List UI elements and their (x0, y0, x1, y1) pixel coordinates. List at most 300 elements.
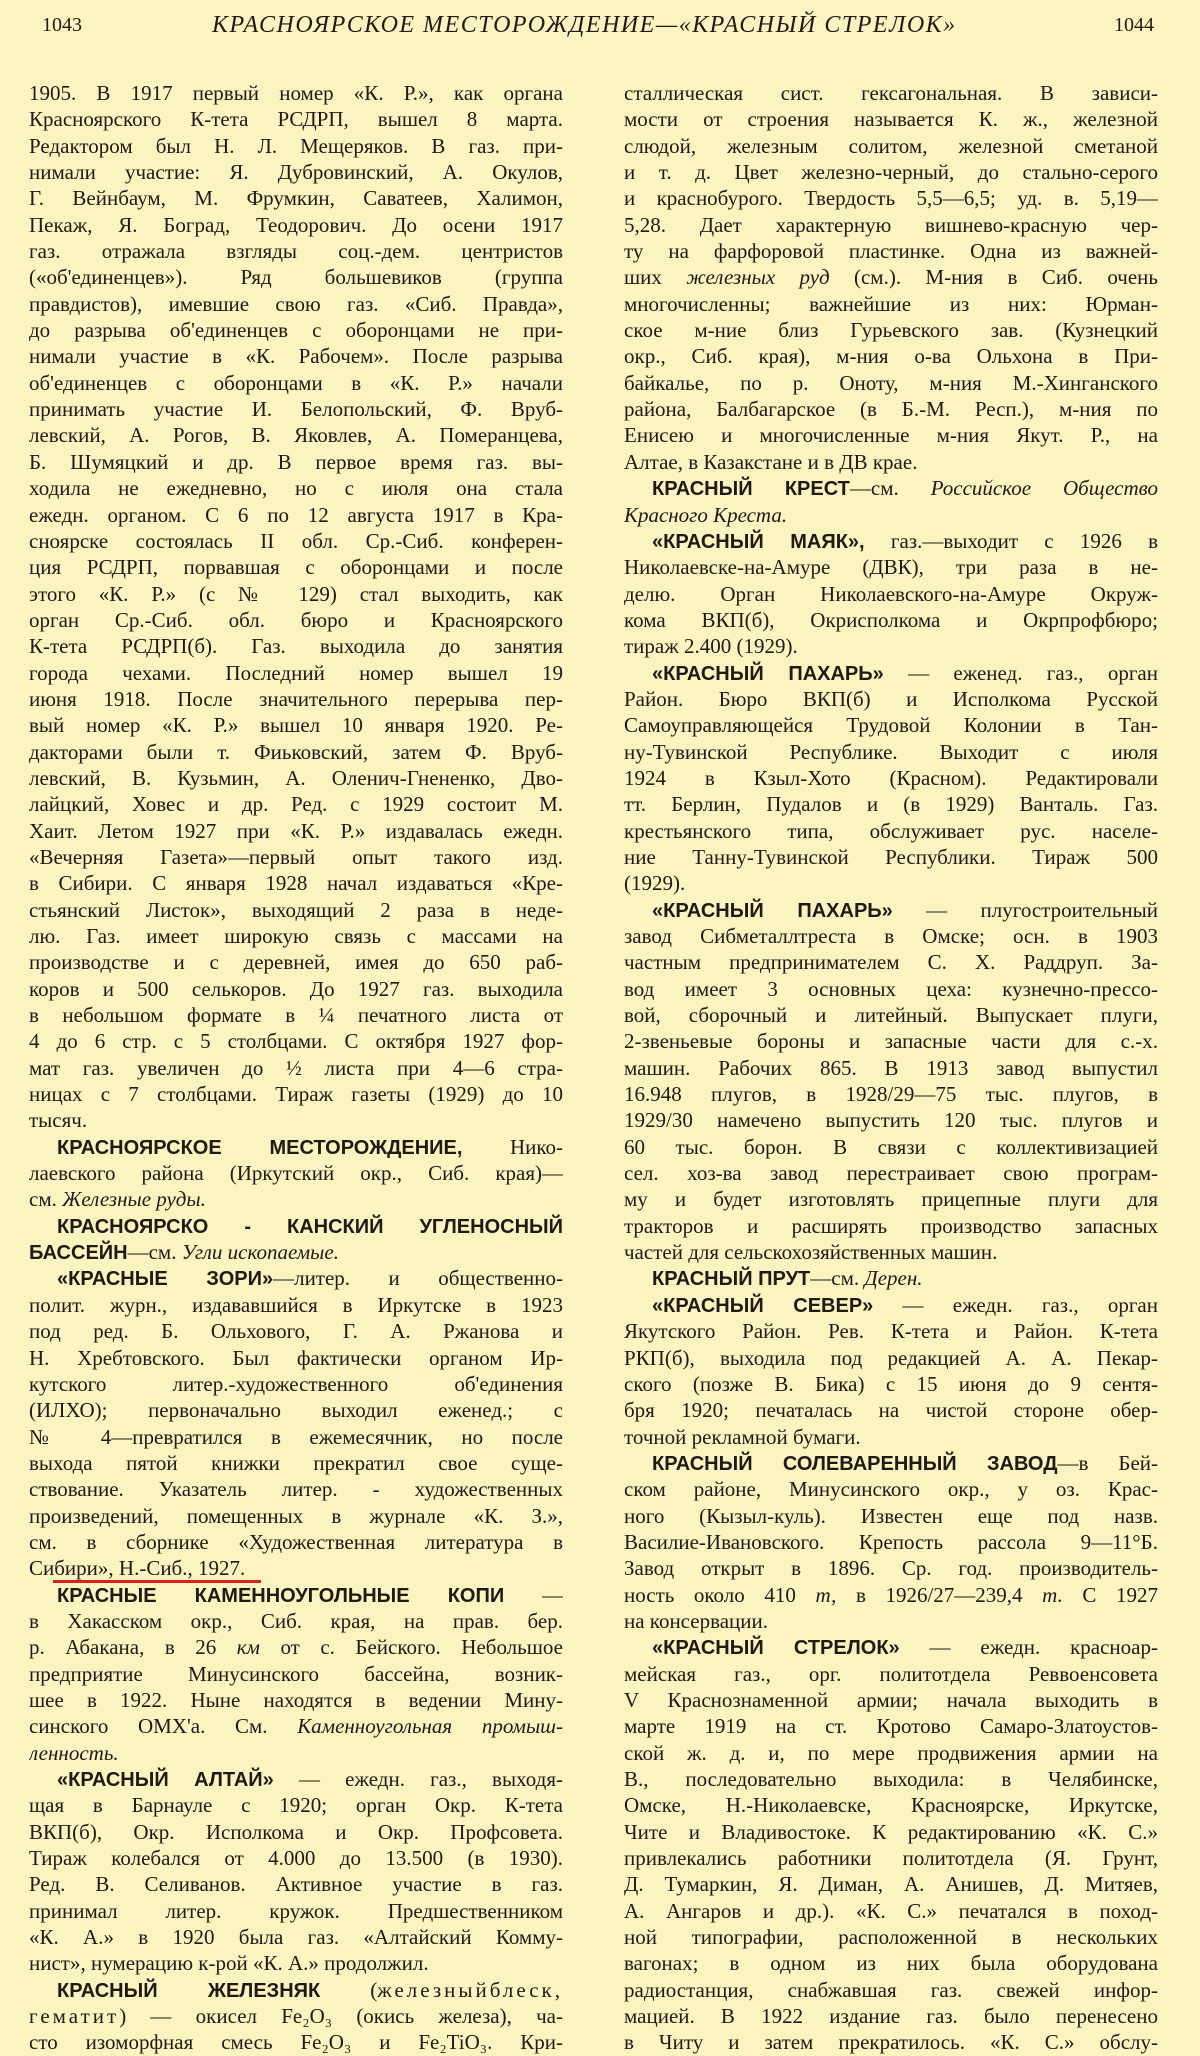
text-line (29, 897, 563, 923)
cross-reference: железных руд (686, 265, 830, 290)
text-run: мости от строения называется К. ж., железной (624, 107, 1158, 132)
text-run: тт. Берлин, Пудалов и (в 1929) Ванталь. Газ. (624, 792, 1158, 817)
page-number-left: 1043 (42, 14, 82, 36)
text-run: в Сибири. С января 1928 начал издаваться «Кре- (29, 871, 563, 896)
text-line (624, 370, 1158, 396)
text-run: сто изоморфная смесь Fe₂O₃ и Fe₂TiO₃. Кри- (29, 2030, 563, 2055)
text-run: р. Абакана, в 26 (29, 1635, 237, 1660)
text-line (624, 1081, 1158, 1107)
text-line (29, 422, 563, 448)
text-run: Омске, Н.-Николаевске, Красноярске, Иркутске, (624, 1793, 1158, 1818)
text-run: принимать участие И. Белопольский, Ф. Вруб- (29, 397, 563, 422)
text-run: Енисею и многочисленные м-ния Якут. Р., на (624, 423, 1158, 448)
text-line (29, 1345, 563, 1371)
text-line (624, 475, 1158, 501)
text-line (624, 343, 1158, 369)
text-line (624, 607, 1158, 633)
text-line (29, 1424, 563, 1450)
text-run: («об'единенцев»). Ряд большевиков (группа (29, 265, 563, 290)
text-line (624, 2003, 1158, 2029)
text-run: точной рекламной бумаги. (624, 1424, 861, 1449)
text-line (624, 1740, 1158, 1766)
text-line (624, 1661, 1158, 1687)
text-run: в Хакасском окр., Сиб. края, на прав. бер. (29, 1608, 563, 1633)
text-run: А. Ангаров и др.). «К. С.» печатался в поход- (624, 1898, 1158, 1923)
text-run: мацией. В 1922 издание газ. было перенесено (624, 2004, 1158, 2029)
text-run: сел. хоз-ва завод перестраивает свою програм- (624, 1161, 1158, 1186)
cross-reference: Российское Общество (930, 476, 1158, 501)
text-run: В., последовательно выходила: в Челябинске, (624, 1767, 1158, 1791)
text-run: Якутского Район. Рев. К-тета и Район. К-тета (624, 1319, 1158, 1344)
text-line (624, 1318, 1158, 1344)
text-run: Самоуправляющейся Трудовой Колонии в Тан- (624, 713, 1158, 738)
text-run: нимали участие в «К. Рабочем». После разрыва (29, 344, 563, 369)
text-run: от с. Бейского. Небольшое (259, 1635, 563, 1660)
text-line (624, 80, 1158, 106)
text-run: дакторами были т. Фиьковский, затем Ф. Вруб- (29, 739, 563, 764)
text-run: ших (624, 265, 687, 290)
text-run: левский, А. Рогов, В. Яковлев, А. Померанцева, (29, 423, 563, 448)
text-run: машин. Рабочих 865. В 1913 завод выпустил (624, 1055, 1158, 1080)
text-run: выхода пятой книжки прекратил свое суще- (29, 1450, 563, 1475)
text-run: этого «К. Р.» (с № 129) стал выходить, как (29, 581, 563, 606)
text-line (29, 712, 563, 738)
text-line (624, 396, 1158, 422)
text-line (624, 1582, 1158, 1608)
text-run: V Краснознаменной армии; начала выходить в (624, 1687, 1158, 1712)
red-underline-mark (53, 1580, 261, 1583)
text-line (624, 949, 1158, 975)
text-run: нист», нумерацию к-рой «К. А.» продолжил. (29, 1951, 429, 1976)
text-run: (1929). (624, 871, 686, 896)
text-line (29, 1002, 563, 1028)
text-line (29, 1476, 563, 1502)
text-run: Н. Хребтовского. Был фактически органом Ир- (29, 1345, 563, 1370)
text-line (29, 1608, 563, 1634)
text-line (624, 581, 1158, 607)
text-line (29, 106, 563, 132)
text-run: ние Танну-Тувинской Республики. Тираж 500 (624, 844, 1158, 869)
text-line (29, 185, 563, 211)
text-line (624, 1819, 1158, 1845)
text-line (29, 1213, 563, 1239)
text-run: сталлическая сист. гексагональная. В зависи- (624, 81, 1158, 105)
text-run: железныйблеск, (377, 1977, 563, 2002)
text-line (624, 502, 1158, 528)
text-run: (см.). М-ния в Сиб. очень (829, 265, 1158, 290)
text-run: в Читу и затем прекратилось. «К. С.» обслу- (624, 2030, 1158, 2055)
text-line (29, 1265, 563, 1291)
text-run: радиостанция, снабжавшая газ. свежей инфор- (624, 1977, 1158, 2002)
text-run: ту на фарфоровой пластинке. Одна из важней- (624, 239, 1158, 264)
text-run: ( (320, 1977, 378, 2002)
text-run: принимал литер. кружок. Предшественником (29, 1898, 563, 1923)
text-run: частей для сельскохозяйственных машин. (624, 1240, 998, 1265)
page-number-right: 1044 (1114, 14, 1154, 36)
text-run: Б. Шумяцкий и др. В первое время газ. вы- (29, 449, 563, 474)
text-line (624, 1766, 1158, 1792)
text-line (624, 976, 1158, 1002)
text-run: Редактором был Н. Л. Мещеряков. В газ. при- (29, 133, 563, 158)
text-line (29, 2029, 563, 2055)
text-line (624, 1397, 1158, 1423)
text-line (624, 765, 1158, 791)
text-line (29, 554, 563, 580)
text-line (624, 1002, 1158, 1028)
text-run: — ежедн. газ., орган (873, 1292, 1158, 1317)
text-line (624, 1186, 1158, 1212)
text-line (29, 818, 563, 844)
text-run: окр., Сиб. края), м-ния о-ва Ольхона в При- (624, 344, 1158, 369)
text-line (624, 844, 1158, 870)
text-run: предприятие Минусинского бассейна, возник- (29, 1661, 563, 1686)
text-run: «Вечерняя Газета»—первый опыт такого изд. (29, 844, 563, 869)
text-run: — плугостроительный (892, 897, 1158, 922)
text-line (624, 1687, 1158, 1713)
text-line (29, 660, 563, 686)
text-line (624, 897, 1158, 923)
text-run: в небольшом формате в ¼ печатного листа от (29, 1003, 563, 1028)
text-run: Хаит. Летом 1927 при «К. Р.» издавалась ежедн. (29, 818, 563, 843)
text-run: нимали участие: Я. Дубровинский, А. Окулов, (29, 160, 563, 185)
text-run: см. (29, 1187, 63, 1212)
text-run: —литер. и общественно- (273, 1266, 563, 1291)
text-run: 5,28. Дает характерную вишнево-красную чер- (624, 212, 1158, 237)
text-line (29, 1924, 563, 1950)
text-run: вый номер «К. Р.» вышел 10 января 1920. Ре- (29, 713, 563, 738)
text-run: лаевского района (Иркутский окр., Сиб. края)— (29, 1161, 563, 1186)
text-run: в 1926/27—239,4 (836, 1582, 1043, 1607)
text-run: орган Ср.-Сиб. обл. бюро и Красноярского (29, 607, 563, 632)
entry-heading: БАССЕЙН (29, 1242, 128, 1265)
text-line (29, 502, 563, 528)
text-run: производстве и с деревней, имея до 650 раб- (29, 950, 563, 975)
text-line (29, 528, 563, 554)
text-run: 1929/30 намечено выпустить 120 тыс. плугов и (624, 1108, 1158, 1133)
cross-reference: км (236, 1635, 260, 1660)
text-run: газ. отражала взгляды соц.-дем. центристов (29, 239, 563, 264)
text-run: ) — окисел Fe₂O₃ (окись железа), ча- (119, 2004, 563, 2029)
text-line (624, 739, 1158, 765)
text-line (624, 554, 1158, 580)
text-line (29, 2003, 563, 2029)
text-run: ной типографии, расположенной в нескольких (624, 1925, 1158, 1950)
text-run: Г. Вейнбаум, М. Фрумкин, Саватеев, Халимон, (29, 186, 563, 211)
running-title: КРАСНОЯРСКОЕ МЕСТОРОЖДЕНИЕ—«КРАСНЫЙ СТРЕЛОК» (212, 12, 957, 38)
text-line (29, 475, 563, 501)
text-line (624, 449, 1158, 475)
entry-heading: «КРАСНЫЙ ПАХАРЬ» (652, 899, 893, 922)
text-line (624, 1608, 1158, 1634)
text-run: Район. Бюро ВКП(б) и Исполкома Русской (624, 686, 1158, 711)
text-run: синского ОМХ'а. См. (29, 1714, 298, 1739)
text-line (29, 976, 563, 1002)
text-line (29, 844, 563, 870)
text-run: гематит (29, 2004, 120, 2029)
text-line (29, 1977, 563, 2003)
text-run: ходила не ежедневно, но с июля она стала (29, 476, 563, 501)
text-run: ское м-ние близ Гурьевского зав. (Кузнецкий (624, 318, 1158, 343)
text-line (29, 212, 563, 238)
text-line (29, 791, 563, 817)
text-run: Василие-Ивановского. Крепость рассола 9—11°Б. (624, 1529, 1158, 1554)
text-line (29, 1792, 563, 1818)
text-run: С 1927 (1062, 1582, 1158, 1607)
text-run: Завод открыт в 1896. Ср. год. производитель- (624, 1556, 1158, 1581)
text-run: Нико- (462, 1134, 563, 1159)
text-line (624, 1107, 1158, 1133)
cross-reference: т, (815, 1582, 837, 1607)
text-run: ежедн. органом. С 6 по 12 августа 1917 в Кра- (29, 502, 563, 527)
text-line (29, 633, 563, 659)
text-run: ницах с 7 столбцами. Тираж газеты (1929) до 10 (29, 1082, 563, 1107)
text-line (624, 1371, 1158, 1397)
text-line (624, 1634, 1158, 1660)
text-line (29, 449, 563, 475)
text-run: щая в Барнауле с 1920; орган Окр. К-тета (29, 1793, 563, 1818)
text-run: 16.948 плугов, в 1928/29—75 тыс. плугов, в (624, 1082, 1158, 1107)
text-run: 1905. В 1917 первый номер «К. Р.», как органа (29, 81, 563, 105)
text-line (29, 1950, 563, 1976)
text-run: шее в 1922. Ныне находятся в ведении Мину- (29, 1687, 563, 1712)
text-line (29, 1055, 563, 1081)
text-line (624, 1924, 1158, 1950)
text-run: лайцкий, Ховес и др. Ред. с 1929 состоит М. (29, 792, 563, 817)
entry-heading: КРАСНЫЙ КРЕСТ (652, 478, 850, 501)
text-run: и краснобурого. Твердость 5,5—6,5; уд. в. 5,19— (624, 186, 1158, 211)
text-line (624, 923, 1158, 949)
text-run: му и будет изготовлять прицепные плуги для (624, 1187, 1158, 1212)
text-run: Пекаж, Я. Боград, Теодорович. До осени 1917 (29, 212, 563, 237)
text-run: ского (позже В. Бика) с 15 июня до 9 сентя- (624, 1371, 1158, 1396)
entry-heading: «КРАСНЫЙ СТРЕЛОК» (652, 1637, 900, 1660)
text-line (624, 1134, 1158, 1160)
text-run: тысяч. (29, 1108, 88, 1133)
text-line (624, 185, 1158, 211)
text-run: 60 тыс. борон. В связи с коллективизацией (624, 1134, 1158, 1159)
text-run: привлекались работники политотдела (Я. Грунт, (624, 1846, 1158, 1871)
text-run: — ежедн. красноар- (899, 1635, 1158, 1660)
text-run: Д. Тумаркин, Я. Диман, А. Анишев, Д. Митяев, (624, 1872, 1158, 1897)
text-run: РКП(б), выходила под редакцией А. А. Пекар- (624, 1345, 1158, 1370)
text-run: —см. (810, 1266, 865, 1291)
text-line (624, 106, 1158, 132)
cross-reference: Железные руды. (62, 1187, 206, 1212)
text-run: вод имеет 3 основных цеха: кузнечно-прессо- (624, 976, 1158, 1001)
text-line (29, 1450, 563, 1476)
text-line (29, 765, 563, 791)
text-line (624, 870, 1158, 896)
text-run: полит. журн., издававшийся в Иркутске в 1923 (29, 1292, 563, 1317)
text-line (624, 1713, 1158, 1739)
text-run: завод Сибметаллтреста в Омске; осн. в 1903 (624, 924, 1158, 948)
text-line (29, 396, 563, 422)
text-run: № 4—превратился в ежемесячник, но после (29, 1424, 563, 1449)
text-line (29, 317, 563, 343)
text-run: слюдой, железным солитом, железной сметаной (624, 133, 1158, 158)
right-column (624, 80, 1158, 2056)
text-run: крестьянского типа, обслуживает рус. населе- (624, 818, 1158, 843)
text-line (624, 660, 1158, 686)
text-line (29, 949, 563, 975)
text-line (29, 1634, 563, 1660)
text-run: — (504, 1582, 563, 1607)
text-line (29, 1819, 563, 1845)
text-run: вой, сборочный и литейный. Выпускает плуги, (624, 1003, 1158, 1028)
page-header (0, 0, 1200, 60)
text-line (624, 1424, 1158, 1450)
text-line (29, 1318, 563, 1344)
text-run: Красноярского К-тета РСДРП, вышел 8 марта. (29, 107, 563, 132)
text-run: — ежедн. газ., выходя- (273, 1767, 563, 1791)
text-run: района, Балбагарское (в Б.-М. Респ.), м-ния по (624, 397, 1158, 422)
text-run: ность около 410 (624, 1582, 816, 1607)
text-run: —см. (849, 476, 931, 501)
text-run: 2-звеньевые бороны и запасные части для с.-х. (624, 1029, 1158, 1054)
text-line (29, 1081, 563, 1107)
text-run: сноярске состоялась II обл. Ср.-Сиб. конферен- (29, 528, 563, 553)
text-line (624, 422, 1158, 448)
text-run: и т. д. Цвет железно-черный, до стально-серого (624, 160, 1158, 185)
text-run: «К. А.» в 1920 была газ. «Алтайский Комму- (29, 1925, 563, 1950)
text-line (624, 1555, 1158, 1581)
text-run: Николаевске-на-Амуре (ДВК), три раза в не- (624, 555, 1158, 580)
text-line (624, 2029, 1158, 2055)
entry-heading: КРАСНЫЙ СОЛЕВАРЕННЫЙ ЗАВОД (652, 1452, 1058, 1475)
text-line (624, 1055, 1158, 1081)
text-run: Алтае, в Казакстане и в ДВ крае. (624, 449, 918, 474)
text-run: — еженед. газ., орган (883, 660, 1158, 685)
text-run: см. в сборнике «Художественная литература в (29, 1529, 563, 1554)
text-run: до разрыва об'единенцев с оборонцами не при- (29, 318, 563, 343)
text-line (624, 686, 1158, 712)
text-run: Ред. В. Селиванов. Активное участие в газ. (29, 1872, 563, 1897)
text-run: мат газ. увеличен до ½ листа при 4—6 стра- (29, 1055, 563, 1080)
text-line (624, 633, 1158, 659)
text-line (624, 159, 1158, 185)
text-line (624, 1292, 1158, 1318)
text-run: тракторов и расширять производство запасных (624, 1213, 1158, 1238)
text-run: ском районе, Минусинского окр., у оз. Крас- (624, 1477, 1158, 1502)
text-run: ской ж. д. и, по мере продвижения армии на (624, 1740, 1158, 1765)
text-run: 1924 в Кзыл-Хото (Красном). Редактировали (624, 765, 1158, 790)
text-run: марте 1919 на ст. Кротово Самаро-Златоустов- (624, 1714, 1158, 1739)
text-line (29, 923, 563, 949)
text-run: ВКП(б), Окр. Исполкома и Окр. Профсовета. (29, 1819, 563, 1844)
text-line (624, 1160, 1158, 1186)
text-line (29, 1661, 563, 1687)
text-line (624, 1265, 1158, 1291)
text-line (29, 1292, 563, 1318)
text-run: тираж 2.400 (1929). (624, 634, 798, 659)
text-line (624, 1213, 1158, 1239)
text-line (29, 1239, 563, 1265)
text-line (624, 1845, 1158, 1871)
text-line (29, 1555, 563, 1581)
text-line (29, 1160, 563, 1186)
left-column (29, 80, 563, 2056)
text-line (624, 291, 1158, 317)
entry-heading: «КРАСНЫЙ АЛТАЙ» (57, 1769, 274, 1791)
text-line (29, 80, 563, 106)
text-line (624, 1239, 1158, 1265)
text-line (29, 264, 563, 290)
text-run: под ред. Б. Ольхового, Г. А. Ржанова и (29, 1319, 563, 1344)
text-line (624, 528, 1158, 554)
text-line (624, 1529, 1158, 1555)
text-line (624, 791, 1158, 817)
cross-reference: Дерен. (864, 1266, 923, 1291)
cross-reference: Красного Креста. (624, 502, 788, 527)
text-run: на консервации. (624, 1608, 769, 1633)
text-line (29, 870, 563, 896)
text-line (624, 1476, 1158, 1502)
text-line (29, 238, 563, 264)
text-line (29, 1503, 563, 1529)
text-line (29, 1371, 563, 1397)
text-line (29, 343, 563, 369)
text-run: байкалье, по р. Оноту, м-ния М.-Хинганского (624, 370, 1158, 395)
cross-reference: Угли ископаемые. (181, 1240, 339, 1265)
text-line (29, 1397, 563, 1423)
entry-heading: КРАСНОЯРСКОЕ МЕСТОРОЖДЕНИЕ, (57, 1136, 463, 1159)
entry-heading: КРАСНЫЙ ЖЕЛЕЗНЯК (57, 1979, 321, 2002)
text-line (29, 1134, 563, 1160)
text-run: Сибири», Н.-Сиб., 1927. (29, 1556, 246, 1581)
text-line (624, 1450, 1158, 1476)
text-line (29, 739, 563, 765)
text-line (29, 581, 563, 607)
text-run: кутского литер.-художественного об'единения (29, 1371, 563, 1396)
text-line (624, 1898, 1158, 1924)
text-line (29, 1028, 563, 1054)
text-line (29, 133, 563, 159)
text-run: Тираж колебался от 4.000 до 13.500 (в 1930). (29, 1846, 563, 1871)
text-run: (ИЛХО); первоначально выходил еженед.; с (29, 1398, 563, 1423)
text-run: произведений, помещенных в журнале «К. З.», (29, 1503, 563, 1528)
text-line (624, 1977, 1158, 2003)
text-line (29, 686, 563, 712)
text-line (29, 1871, 563, 1897)
text-run: лю. Газ. имеет широкую связь с массами на (29, 924, 563, 948)
entry-heading: КРАСНЫЕ КАМЕННОУГОЛЬНЫЕ КОПИ (57, 1584, 505, 1607)
text-line (624, 133, 1158, 159)
text-line (29, 159, 563, 185)
entry-heading: «КРАСНЫЙ СЕВЕР» (652, 1294, 874, 1317)
text-line (29, 1529, 563, 1555)
text-line (624, 264, 1158, 290)
text-line (624, 712, 1158, 738)
text-run: июня 1918. После значительного перерыва пер- (29, 686, 563, 711)
text-run: ствование. Указатель литер. - художественных (29, 1477, 563, 1502)
text-run: левский, В. Кузьмин, А. Оленич-Гнененко, Дво- (29, 765, 563, 790)
text-run: вагонах; в одном из них была оборудована (624, 1951, 1158, 1976)
text-run: 4 до 6 стр. с 5 столбцами. С октября 1927 фор- (29, 1029, 563, 1054)
text-line (29, 1582, 563, 1608)
text-run: ну-Тувинской Республике. Выходит с июля (624, 739, 1158, 764)
text-line (29, 1687, 563, 1713)
cross-reference: ленность. (29, 1740, 119, 1765)
text-run: К-тета РСДРП(б). Газ. выходила до занятия (29, 634, 563, 659)
text-run: многочисленны; важнейшие из них: Юрман- (624, 291, 1158, 316)
text-run: —см. (127, 1240, 182, 1265)
text-line (29, 1186, 563, 1212)
text-run: бря 1920; печаталась на чистой стороне обер- (624, 1398, 1158, 1423)
text-line (29, 1740, 563, 1766)
text-line (624, 1950, 1158, 1976)
text-line (624, 1503, 1158, 1529)
text-run: ция РСДРП, порвавшая с оборонцами и после (29, 555, 563, 580)
